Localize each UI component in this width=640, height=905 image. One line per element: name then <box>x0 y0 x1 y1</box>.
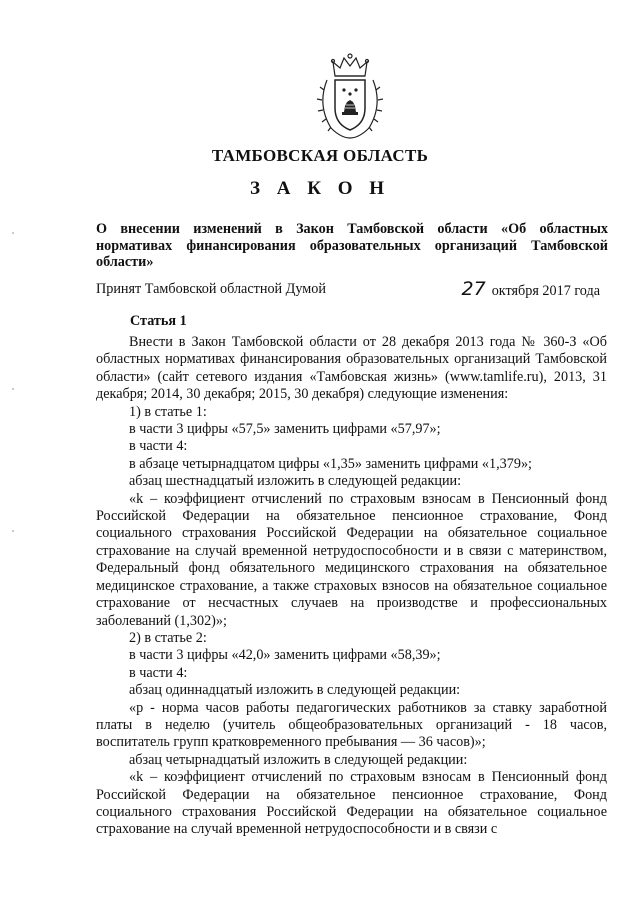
body-paragraph: абзац четырнадцатый изложить в следующей редакции: <box>129 751 468 768</box>
coat-of-arms-icon <box>311 50 389 142</box>
scan-speck <box>12 388 14 390</box>
law-title: О внесении изменений в Закон Тамбовской области «Об областных нормативах финансирования образовательных организаций Тамбовской области» <box>96 221 608 270</box>
adoption-month-year: октября 2017 года <box>491 283 600 299</box>
document-type-heading: З А К О Н <box>249 178 391 199</box>
adoption-date <box>462 278 601 300</box>
body-paragraph: в части 4: <box>129 664 188 681</box>
body-paragraph: «p - норма часов работы педагогических работников за ставку заработной платы в неделю (учитель общеобразовательных организаций - 18 часов, воспитатель групп кратковременного пребывания — 36 часов)»; <box>96 699 607 751</box>
body-paragraph: в части 4: <box>129 438 188 455</box>
body-paragraph: абзац одиннадцатый изложить в следующей редакции: <box>129 682 461 699</box>
article-heading: Статья 1 <box>130 313 187 329</box>
body-paragraph: в части 3 цифры «57,5» заменить цифрами «57,97»; <box>129 421 441 438</box>
body-paragraph: «k – коэффициент отчислений по страховым взносам в Пенсионный фонд Российской Федерации на обязательное пенсионное страхование, Фонд социального страхования Российской Федерации на обязательное социальное страхование на случай временной нетрудоспособности и в связи с <box>96 769 607 838</box>
handwritten-day: 27 <box>461 278 486 300</box>
scan-speck <box>12 232 14 234</box>
adopted-by-line: Принят Тамбовской областной Думой <box>96 281 326 297</box>
body-paragraph: абзац шестнадцатый изложить в следующей редакции: <box>129 473 462 490</box>
body-paragraph: в абзаце четырнадцатом цифры «1,35» заменить цифрами «1,379»; <box>129 455 532 472</box>
body-paragraph: «k – коэффициент отчислений по страховым взносам в Пенсионный фонд Российской Федерации на обязательное пенсионное страхование, Фонд социального страхования Российской Федерации на обязательное социальное страхование на случай временной нетрудоспособности и в связи с материнством, Федеральный фонд обязательного медицинского страхования на обязательное медицинское страхование, а также страховых взносов на обязательное социальное страхование от несчастных случаев на производстве и профессиональных заболеваний (1,302)»; <box>96 490 607 629</box>
scan-speck <box>12 530 14 532</box>
body-paragraph: 2) в статье 2: <box>129 629 207 646</box>
body-paragraph: 1) в статье 1: <box>129 403 207 420</box>
body-paragraph: Внести в Закон Тамбовской области от 28 декабря 2013 года № 360-З «Об областных нормативах финансирования образовательных организаций Тамбовской области» (сайт сетевого издания «Тамбовская жизнь» (www.tamlife.ru), 2013, 31 декабря; 2014, 30 декабря; 2015, 30 декабря) следующие изменения: <box>96 334 607 403</box>
region-heading: ТАМБОВСКАЯ ОБЛАСТЬ <box>211 146 429 165</box>
law-body <box>96 334 607 839</box>
body-paragraph: в части 3 цифры «42,0» заменить цифрами «58,39»; <box>129 647 441 664</box>
